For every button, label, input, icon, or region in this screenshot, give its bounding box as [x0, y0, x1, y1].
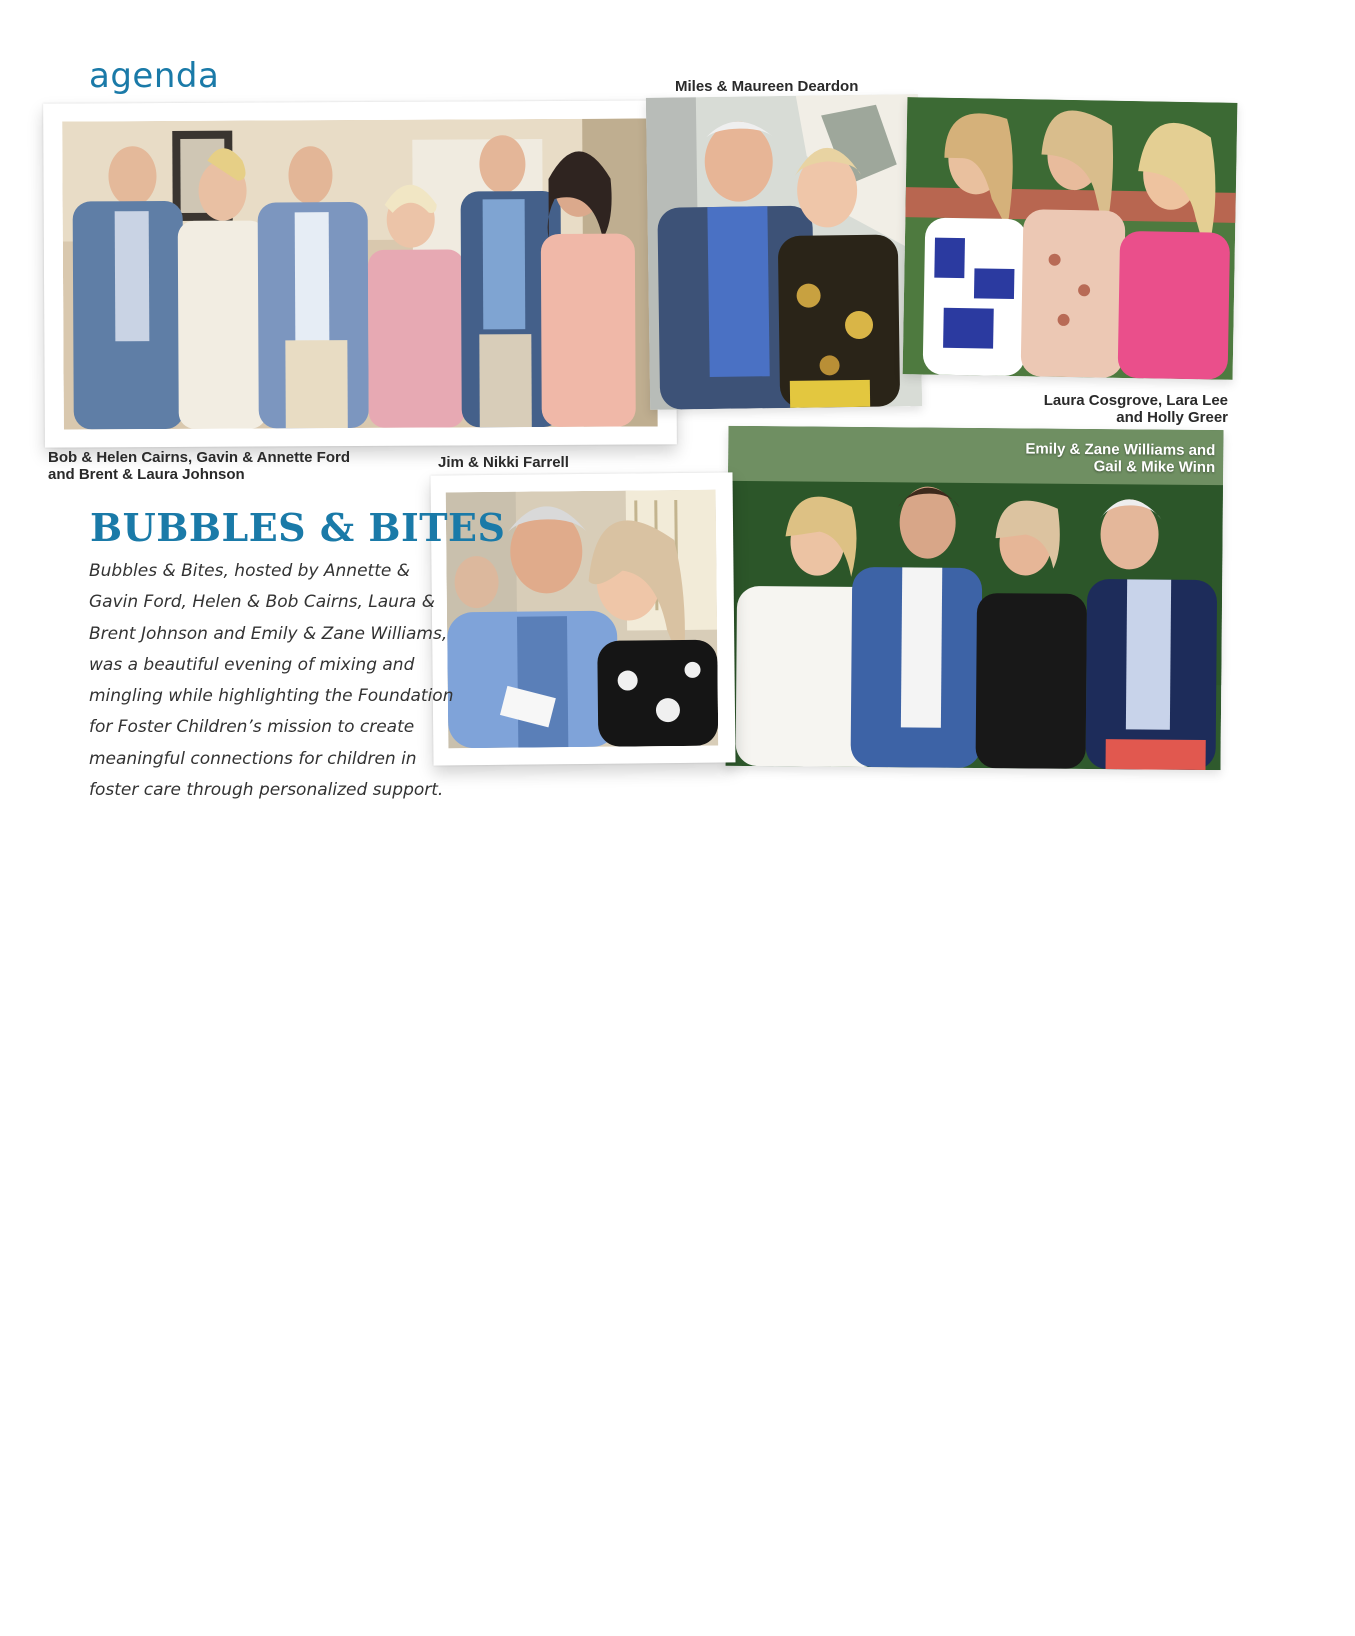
caption-deardon: Miles & Maureen Deardon [675, 78, 859, 95]
photo-frame-williams [726, 426, 1224, 770]
caption-farrell: Jim & Nikki Farrell [438, 454, 569, 471]
photo-frame-deardon [646, 94, 922, 410]
caption-williams: Emily & Zane Williams and Gail & Mike Winn [1025, 440, 1216, 477]
photo-frame-group [43, 100, 677, 447]
article-body: Bubbles & Bites, hosted by Annette & Gavin Ford, Helen & Bob Cairns, Laura & Brent Johnson and Emily & Zane Williams, was a beautiful evening of mixing and mingling while highlighting the Foundation for Foster Children’s mission to create meaningful connections for children in foster care through personalized support. [89, 561, 454, 801]
section-label: agenda [89, 56, 220, 96]
caption-greer: Laura Cosgrove, Lara Lee and Holly Greer [1043, 392, 1228, 426]
caption-group-six: Bob & Helen Cairns, Gavin & Annette Ford and Brent & Laura Johnson [48, 449, 350, 483]
photo-group-six [62, 118, 658, 429]
photo-greer [903, 97, 1238, 380]
photo-frame-greer [903, 97, 1238, 380]
photo-deardon [646, 94, 922, 410]
article-headline: BUBBLES & BITES [90, 505, 506, 550]
photo-williams [726, 426, 1224, 770]
